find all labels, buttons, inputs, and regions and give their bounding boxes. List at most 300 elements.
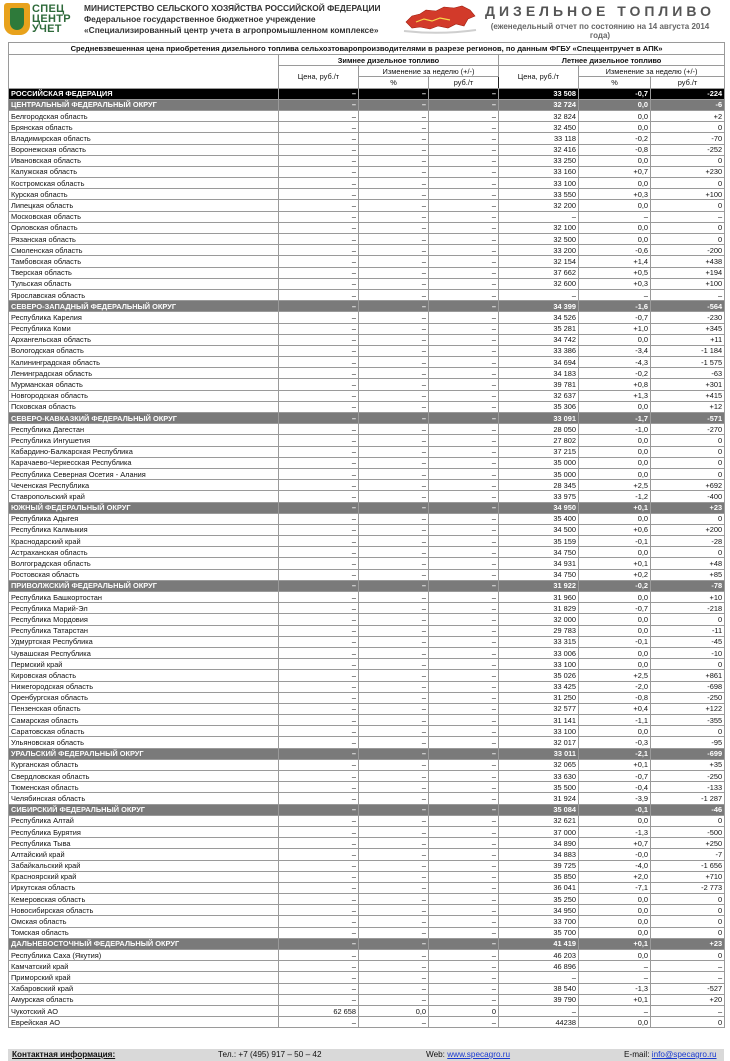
winter-change-pct: – bbox=[359, 189, 429, 200]
institution-type: Федеральное государственное бюджетное учреждение bbox=[84, 14, 316, 24]
winter-change-pct: – bbox=[359, 513, 429, 524]
region-row bbox=[9, 569, 725, 580]
winter-change-pct: – bbox=[359, 782, 429, 793]
region-name: Карачаево-Черкесская Республика bbox=[9, 457, 279, 468]
summer-price-header: Цена, руб./т bbox=[499, 66, 579, 88]
federation-total-row bbox=[9, 88, 725, 99]
region-name: Тюменская область bbox=[9, 782, 279, 793]
winter-price: – bbox=[279, 580, 359, 591]
winter-price: – bbox=[279, 502, 359, 513]
summer-change-pct: 0,0 bbox=[579, 1017, 651, 1028]
winter-pct-header: % bbox=[359, 77, 429, 88]
region-row bbox=[9, 927, 725, 938]
winter-change-pct: – bbox=[359, 916, 429, 927]
summer-change-pct: -0,7 bbox=[579, 88, 651, 99]
region-name: Республика Калмыкия bbox=[9, 524, 279, 535]
summer-price: 32 154 bbox=[499, 256, 579, 267]
winter-change-pct: – bbox=[359, 972, 429, 983]
winter-change-rub: – bbox=[429, 178, 499, 189]
region-row bbox=[9, 289, 725, 300]
summer-price: 44238 bbox=[499, 1017, 579, 1028]
winter-change-pct: – bbox=[359, 647, 429, 658]
summer-change-rub: 0 bbox=[651, 513, 725, 524]
winter-price: – bbox=[279, 871, 359, 882]
summer-change-rub: – bbox=[651, 211, 725, 222]
summer-change-pct: -0,1 bbox=[579, 804, 651, 815]
region-row bbox=[9, 222, 725, 233]
winter-price: – bbox=[279, 345, 359, 356]
summer-change-rub: 0 bbox=[651, 916, 725, 927]
summer-change-rub: +438 bbox=[651, 256, 725, 267]
winter-change-pct: – bbox=[359, 122, 429, 133]
summer-change-pct: – bbox=[579, 1005, 651, 1016]
summer-change-rub: -218 bbox=[651, 603, 725, 614]
winter-change-pct: – bbox=[359, 133, 429, 144]
region-name: Ивановская область bbox=[9, 155, 279, 166]
winter-change-rub: – bbox=[429, 424, 499, 435]
winter-price: – bbox=[279, 536, 359, 547]
winter-change-pct: – bbox=[359, 983, 429, 994]
summer-price: 34 890 bbox=[499, 838, 579, 849]
summer-change-rub: -200 bbox=[651, 245, 725, 256]
header-row-fuel-types bbox=[9, 55, 725, 66]
summer-change-pct: -2,1 bbox=[579, 748, 651, 759]
winter-change-rub: – bbox=[429, 782, 499, 793]
summer-change-rub: 0 bbox=[651, 155, 725, 166]
summer-change-rub: +100 bbox=[651, 278, 725, 289]
winter-price: – bbox=[279, 278, 359, 289]
summer-change-rub: -46 bbox=[651, 804, 725, 815]
region-row bbox=[9, 994, 725, 1005]
summer-price: 32 416 bbox=[499, 144, 579, 155]
district-row bbox=[9, 99, 725, 110]
region-row bbox=[9, 189, 725, 200]
region-name: Курганская область bbox=[9, 759, 279, 770]
summer-price: 34 526 bbox=[499, 312, 579, 323]
region-row bbox=[9, 670, 725, 681]
region-name: Воронежская область bbox=[9, 144, 279, 155]
summer-price: 33 975 bbox=[499, 491, 579, 502]
region-name: Рязанская область bbox=[9, 234, 279, 245]
winter-change-rub: – bbox=[429, 659, 499, 670]
summer-change-rub: – bbox=[651, 289, 725, 300]
winter-change-rub: – bbox=[429, 681, 499, 692]
winter-price: – bbox=[279, 357, 359, 368]
winter-change-pct: – bbox=[359, 390, 429, 401]
summer-change-pct: 0,0 bbox=[579, 99, 651, 110]
region-row bbox=[9, 838, 725, 849]
winter-change-pct: – bbox=[359, 267, 429, 278]
table-caption: Средневзвешенная цена приобретения дизельного топлива сельхозтоваропроизводителями в разрезе регионов, по данным ФГБУ «Спеццентручет в АПК» bbox=[9, 43, 725, 55]
winter-change-rub: – bbox=[429, 468, 499, 479]
summer-change-pct: -0,7 bbox=[579, 603, 651, 614]
region-name: Республика Мордовия bbox=[9, 614, 279, 625]
region-name: Чукотский АО bbox=[9, 1005, 279, 1016]
region-name: Амурская область bbox=[9, 994, 279, 1005]
region-name: Кировская область bbox=[9, 670, 279, 681]
region-row bbox=[9, 245, 725, 256]
winter-change-rub: – bbox=[429, 211, 499, 222]
winter-change-rub: – bbox=[429, 771, 499, 782]
winter-change-rub: – bbox=[429, 312, 499, 323]
summer-change-rub: 0 bbox=[651, 222, 725, 233]
region-name: ПРИВОЛЖСКИЙ ФЕДЕРАЛЬНЫЙ ОКРУГ bbox=[9, 580, 279, 591]
region-row bbox=[9, 815, 725, 826]
winter-price: – bbox=[279, 1017, 359, 1028]
region-row bbox=[9, 357, 725, 368]
summer-price: 32 450 bbox=[499, 122, 579, 133]
region-name: Республика Карелия bbox=[9, 312, 279, 323]
summer-price: 34 750 bbox=[499, 547, 579, 558]
winter-change-pct: – bbox=[359, 379, 429, 390]
winter-change-rub: – bbox=[429, 1017, 499, 1028]
summer-price: 35 000 bbox=[499, 457, 579, 468]
region-row bbox=[9, 1005, 725, 1016]
winter-change-rub: – bbox=[429, 122, 499, 133]
region-row bbox=[9, 379, 725, 390]
region-name: Кабардино-Балкарская Республика bbox=[9, 446, 279, 457]
region-name: Еврейская АО bbox=[9, 1017, 279, 1028]
region-row bbox=[9, 614, 725, 625]
region-name: Ленинградская область bbox=[9, 368, 279, 379]
winter-change-rub: – bbox=[429, 972, 499, 983]
winter-change-rub: – bbox=[429, 558, 499, 569]
winter-change-pct: – bbox=[359, 368, 429, 379]
winter-change-pct: – bbox=[359, 345, 429, 356]
region-name: Ярославская область bbox=[9, 289, 279, 300]
winter-price: – bbox=[279, 625, 359, 636]
logo-emblem-icon bbox=[4, 3, 30, 35]
summer-change-pct: +0,7 bbox=[579, 838, 651, 849]
winter-change-rub: – bbox=[429, 256, 499, 267]
winter-change-rub: – bbox=[429, 894, 499, 905]
region-name: Тульская область bbox=[9, 278, 279, 289]
summer-change-pct: 0,0 bbox=[579, 659, 651, 670]
summer-price: 34 950 bbox=[499, 502, 579, 513]
winter-change-rub: – bbox=[429, 200, 499, 211]
region-row bbox=[9, 547, 725, 558]
summer-change-rub: +100 bbox=[651, 189, 725, 200]
winter-price: – bbox=[279, 424, 359, 435]
winter-change-pct: – bbox=[359, 468, 429, 479]
region-row bbox=[9, 894, 725, 905]
region-name: Белгородская область bbox=[9, 110, 279, 121]
region-row bbox=[9, 267, 725, 278]
winter-change-rub: – bbox=[429, 390, 499, 401]
summer-change-rub: +85 bbox=[651, 569, 725, 580]
winter-price: – bbox=[279, 838, 359, 849]
region-name: Республика Северная Осетия - Алания bbox=[9, 468, 279, 479]
summer-change-rub: +692 bbox=[651, 480, 725, 491]
report-header bbox=[0, 0, 730, 42]
winter-change-pct: – bbox=[359, 234, 429, 245]
summer-change-pct: – bbox=[579, 961, 651, 972]
summer-change-rub: -571 bbox=[651, 413, 725, 424]
winter-change-rub: – bbox=[429, 838, 499, 849]
summer-change-pct: -0,1 bbox=[579, 536, 651, 547]
region-name: Владимирская область bbox=[9, 133, 279, 144]
region-row bbox=[9, 759, 725, 770]
summer-price: 32 065 bbox=[499, 759, 579, 770]
region-name: Краснодарский край bbox=[9, 536, 279, 547]
summer-change-rub: +200 bbox=[651, 524, 725, 535]
winter-price: – bbox=[279, 547, 359, 558]
winter-change-rub: – bbox=[429, 592, 499, 603]
web-label: Web: bbox=[426, 1050, 445, 1059]
winter-price: – bbox=[279, 390, 359, 401]
winter-change-pct: – bbox=[359, 278, 429, 289]
summer-change-pct: -0,2 bbox=[579, 133, 651, 144]
district-row bbox=[9, 301, 725, 312]
summer-price: 33 100 bbox=[499, 726, 579, 737]
fuel-price-table bbox=[8, 42, 725, 1028]
region-name: Удмуртская Республика bbox=[9, 636, 279, 647]
winter-change-pct: – bbox=[359, 905, 429, 916]
region-row bbox=[9, 558, 725, 569]
table-body bbox=[9, 88, 725, 1028]
summer-change-rub: +35 bbox=[651, 759, 725, 770]
winter-change-rub: – bbox=[429, 614, 499, 625]
region-row bbox=[9, 950, 725, 961]
summer-price: 37 662 bbox=[499, 267, 579, 278]
russia-map-icon bbox=[402, 2, 478, 34]
website-link[interactable]: www.specagro.ru bbox=[447, 1050, 511, 1059]
region-name: Республика Адыгея bbox=[9, 513, 279, 524]
region-row bbox=[9, 323, 725, 334]
winter-change-rub: – bbox=[429, 345, 499, 356]
summer-change-rub: -70 bbox=[651, 133, 725, 144]
region-name: Нижегородская область bbox=[9, 681, 279, 692]
summer-change-pct: 0,0 bbox=[579, 927, 651, 938]
winter-price: – bbox=[279, 446, 359, 457]
district-row bbox=[9, 748, 725, 759]
summer-change-pct: -4,0 bbox=[579, 860, 651, 871]
winter-change-rub: – bbox=[429, 569, 499, 580]
summer-change-rub: +194 bbox=[651, 267, 725, 278]
winter-change-rub: – bbox=[429, 513, 499, 524]
winter-price: – bbox=[279, 178, 359, 189]
winter-change-pct: – bbox=[359, 927, 429, 938]
winter-price: – bbox=[279, 603, 359, 614]
summer-price: 46 896 bbox=[499, 961, 579, 972]
summer-change-pct: +0,6 bbox=[579, 524, 651, 535]
winter-rub-header: руб./т bbox=[429, 77, 499, 88]
summer-price: 33 006 bbox=[499, 647, 579, 658]
region-row bbox=[9, 625, 725, 636]
winter-change-rub: – bbox=[429, 737, 499, 748]
region-row bbox=[9, 256, 725, 267]
summer-change-pct: +0,2 bbox=[579, 569, 651, 580]
summer-change-rub: 0 bbox=[651, 446, 725, 457]
summer-price: – bbox=[499, 211, 579, 222]
region-name: ЦЕНТРАЛЬНЫЙ ФЕДЕРАЛЬНЫЙ ОКРУГ bbox=[9, 99, 279, 110]
summer-change-rub: 0 bbox=[651, 122, 725, 133]
winter-price: – bbox=[279, 715, 359, 726]
summer-price: 35 306 bbox=[499, 401, 579, 412]
region-row bbox=[9, 715, 725, 726]
summer-change-rub: -28 bbox=[651, 536, 725, 547]
summer-change-pct: 0,0 bbox=[579, 334, 651, 345]
institution-name: «Специализированный центр учета в агропромышленном комплексе» bbox=[84, 25, 379, 35]
region-name: Новгородская область bbox=[9, 390, 279, 401]
summer-change-pct: +0,8 bbox=[579, 379, 651, 390]
winter-change-pct: – bbox=[359, 558, 429, 569]
region-row bbox=[9, 703, 725, 714]
winter-change-pct: – bbox=[359, 334, 429, 345]
region-row bbox=[9, 793, 725, 804]
summer-change-pct: +2,5 bbox=[579, 480, 651, 491]
winter-price: – bbox=[279, 435, 359, 446]
summer-change-pct: 0,0 bbox=[579, 401, 651, 412]
summer-change-pct: +0,7 bbox=[579, 166, 651, 177]
contact-footer bbox=[8, 1049, 724, 1061]
summer-price: 31 829 bbox=[499, 603, 579, 614]
summer-price: 35 400 bbox=[499, 513, 579, 524]
summer-change-rub: -224 bbox=[651, 88, 725, 99]
winter-change-pct: – bbox=[359, 547, 429, 558]
winter-change-rub: – bbox=[429, 401, 499, 412]
summer-change-pct: -0,4 bbox=[579, 782, 651, 793]
email-link[interactable]: info@specagro.ru bbox=[651, 1050, 717, 1059]
winter-change-pct: – bbox=[359, 793, 429, 804]
winter-price: – bbox=[279, 614, 359, 625]
winter-change-rub: – bbox=[429, 748, 499, 759]
winter-change-pct: – bbox=[359, 580, 429, 591]
winter-price: – bbox=[279, 513, 359, 524]
winter-price: – bbox=[279, 636, 359, 647]
winter-price: – bbox=[279, 961, 359, 972]
winter-price: – bbox=[279, 983, 359, 994]
region-row bbox=[9, 882, 725, 893]
region-name: Приморский край bbox=[9, 972, 279, 983]
winter-change-rub: – bbox=[429, 245, 499, 256]
summer-change-rub: 0 bbox=[651, 1017, 725, 1028]
summer-change-pct: 0,0 bbox=[579, 815, 651, 826]
winter-price: – bbox=[279, 726, 359, 737]
winter-change-rub: – bbox=[429, 278, 499, 289]
winter-price: – bbox=[279, 860, 359, 871]
winter-change-pct: – bbox=[359, 659, 429, 670]
winter-change-pct: – bbox=[359, 894, 429, 905]
summer-price: 37 215 bbox=[499, 446, 579, 457]
winter-change-rub: – bbox=[429, 524, 499, 535]
winter-change-pct: – bbox=[359, 737, 429, 748]
region-name: Челябинская область bbox=[9, 793, 279, 804]
winter-change-rub: – bbox=[429, 793, 499, 804]
summer-change-pct: -0,3 bbox=[579, 737, 651, 748]
region-name: Забайкальский край bbox=[9, 860, 279, 871]
summer-price: 34 500 bbox=[499, 524, 579, 535]
winter-change-rub: – bbox=[429, 289, 499, 300]
winter-change-pct: 0,0 bbox=[359, 1005, 429, 1016]
winter-change-rub: – bbox=[429, 88, 499, 99]
summer-change-rub: -230 bbox=[651, 312, 725, 323]
summer-change-pct: 0,0 bbox=[579, 950, 651, 961]
region-row bbox=[9, 659, 725, 670]
summer-change-rub: -527 bbox=[651, 983, 725, 994]
region-row bbox=[9, 771, 725, 782]
summer-change-pct: +0,3 bbox=[579, 189, 651, 200]
summer-price: – bbox=[499, 1005, 579, 1016]
summer-change-pct: 0,0 bbox=[579, 513, 651, 524]
winter-price: – bbox=[279, 334, 359, 345]
summer-change-rub: +301 bbox=[651, 379, 725, 390]
summer-price: 35 159 bbox=[499, 536, 579, 547]
region-name: Чувашская Республика bbox=[9, 647, 279, 658]
winter-change-pct: – bbox=[359, 1017, 429, 1028]
winter-price: – bbox=[279, 122, 359, 133]
summer-change-rub: +48 bbox=[651, 558, 725, 569]
summer-change-pct: -1,2 bbox=[579, 491, 651, 502]
summer-price: 37 000 bbox=[499, 826, 579, 837]
summer-change-rub: +250 bbox=[651, 838, 725, 849]
summer-change-rub: +12 bbox=[651, 401, 725, 412]
summer-price: 38 540 bbox=[499, 983, 579, 994]
winter-change-rub: – bbox=[429, 636, 499, 647]
summer-change-pct: +0,4 bbox=[579, 703, 651, 714]
region-row bbox=[9, 166, 725, 177]
summer-change-pct: -4,3 bbox=[579, 357, 651, 368]
winter-change-pct: – bbox=[359, 222, 429, 233]
winter-change-pct: – bbox=[359, 413, 429, 424]
region-name: Оренбургская область bbox=[9, 692, 279, 703]
summer-change-rub: – bbox=[651, 972, 725, 983]
region-name: Ставропольский край bbox=[9, 491, 279, 502]
region-row bbox=[9, 737, 725, 748]
region-name: Курская область bbox=[9, 189, 279, 200]
summer-change-rub: -45 bbox=[651, 636, 725, 647]
winter-change-pct: – bbox=[359, 256, 429, 267]
winter-change-rub: – bbox=[429, 625, 499, 636]
summer-change-pct: 0,0 bbox=[579, 222, 651, 233]
summer-price: 35 000 bbox=[499, 468, 579, 479]
region-name: Республика Башкортостан bbox=[9, 592, 279, 603]
region-name: Хабаровский край bbox=[9, 983, 279, 994]
ministry-name: МИНИСТЕРСТВО СЕЛЬСКОГО ХОЗЯЙСТВА РОССИЙСКОЙ ФЕДЕРАЦИИ bbox=[84, 3, 381, 13]
winter-price: – bbox=[279, 916, 359, 927]
region-row bbox=[9, 849, 725, 860]
winter-price: – bbox=[279, 88, 359, 99]
winter-change-rub: – bbox=[429, 99, 499, 110]
region-name: Московская область bbox=[9, 211, 279, 222]
logo bbox=[4, 3, 80, 39]
region-row bbox=[9, 860, 725, 871]
summer-change-rub: -1 287 bbox=[651, 793, 725, 804]
winter-change-pct: – bbox=[359, 614, 429, 625]
summer-change-rub: -95 bbox=[651, 737, 725, 748]
summer-change-pct: 0,0 bbox=[579, 614, 651, 625]
region-row bbox=[9, 390, 725, 401]
summer-price: 33 315 bbox=[499, 636, 579, 647]
summer-change-rub: 0 bbox=[651, 178, 725, 189]
region-name: Пермский край bbox=[9, 659, 279, 670]
winter-change-pct: – bbox=[359, 804, 429, 815]
summer-change-rub: -1 656 bbox=[651, 860, 725, 871]
winter-change-rub: – bbox=[429, 491, 499, 502]
summer-change-pct: 0,0 bbox=[579, 647, 651, 658]
region-name: Республика Дагестан bbox=[9, 424, 279, 435]
summer-price: 35 700 bbox=[499, 927, 579, 938]
winter-change-rub: – bbox=[429, 166, 499, 177]
winter-change-pct: – bbox=[359, 703, 429, 714]
summer-price: 34 183 bbox=[499, 368, 579, 379]
region-name: Омская область bbox=[9, 916, 279, 927]
summer-change-pct: -1,3 bbox=[579, 826, 651, 837]
district-row bbox=[9, 580, 725, 591]
summer-change-rub: 0 bbox=[651, 200, 725, 211]
region-row bbox=[9, 110, 725, 121]
summer-change-pct: -1,1 bbox=[579, 715, 651, 726]
